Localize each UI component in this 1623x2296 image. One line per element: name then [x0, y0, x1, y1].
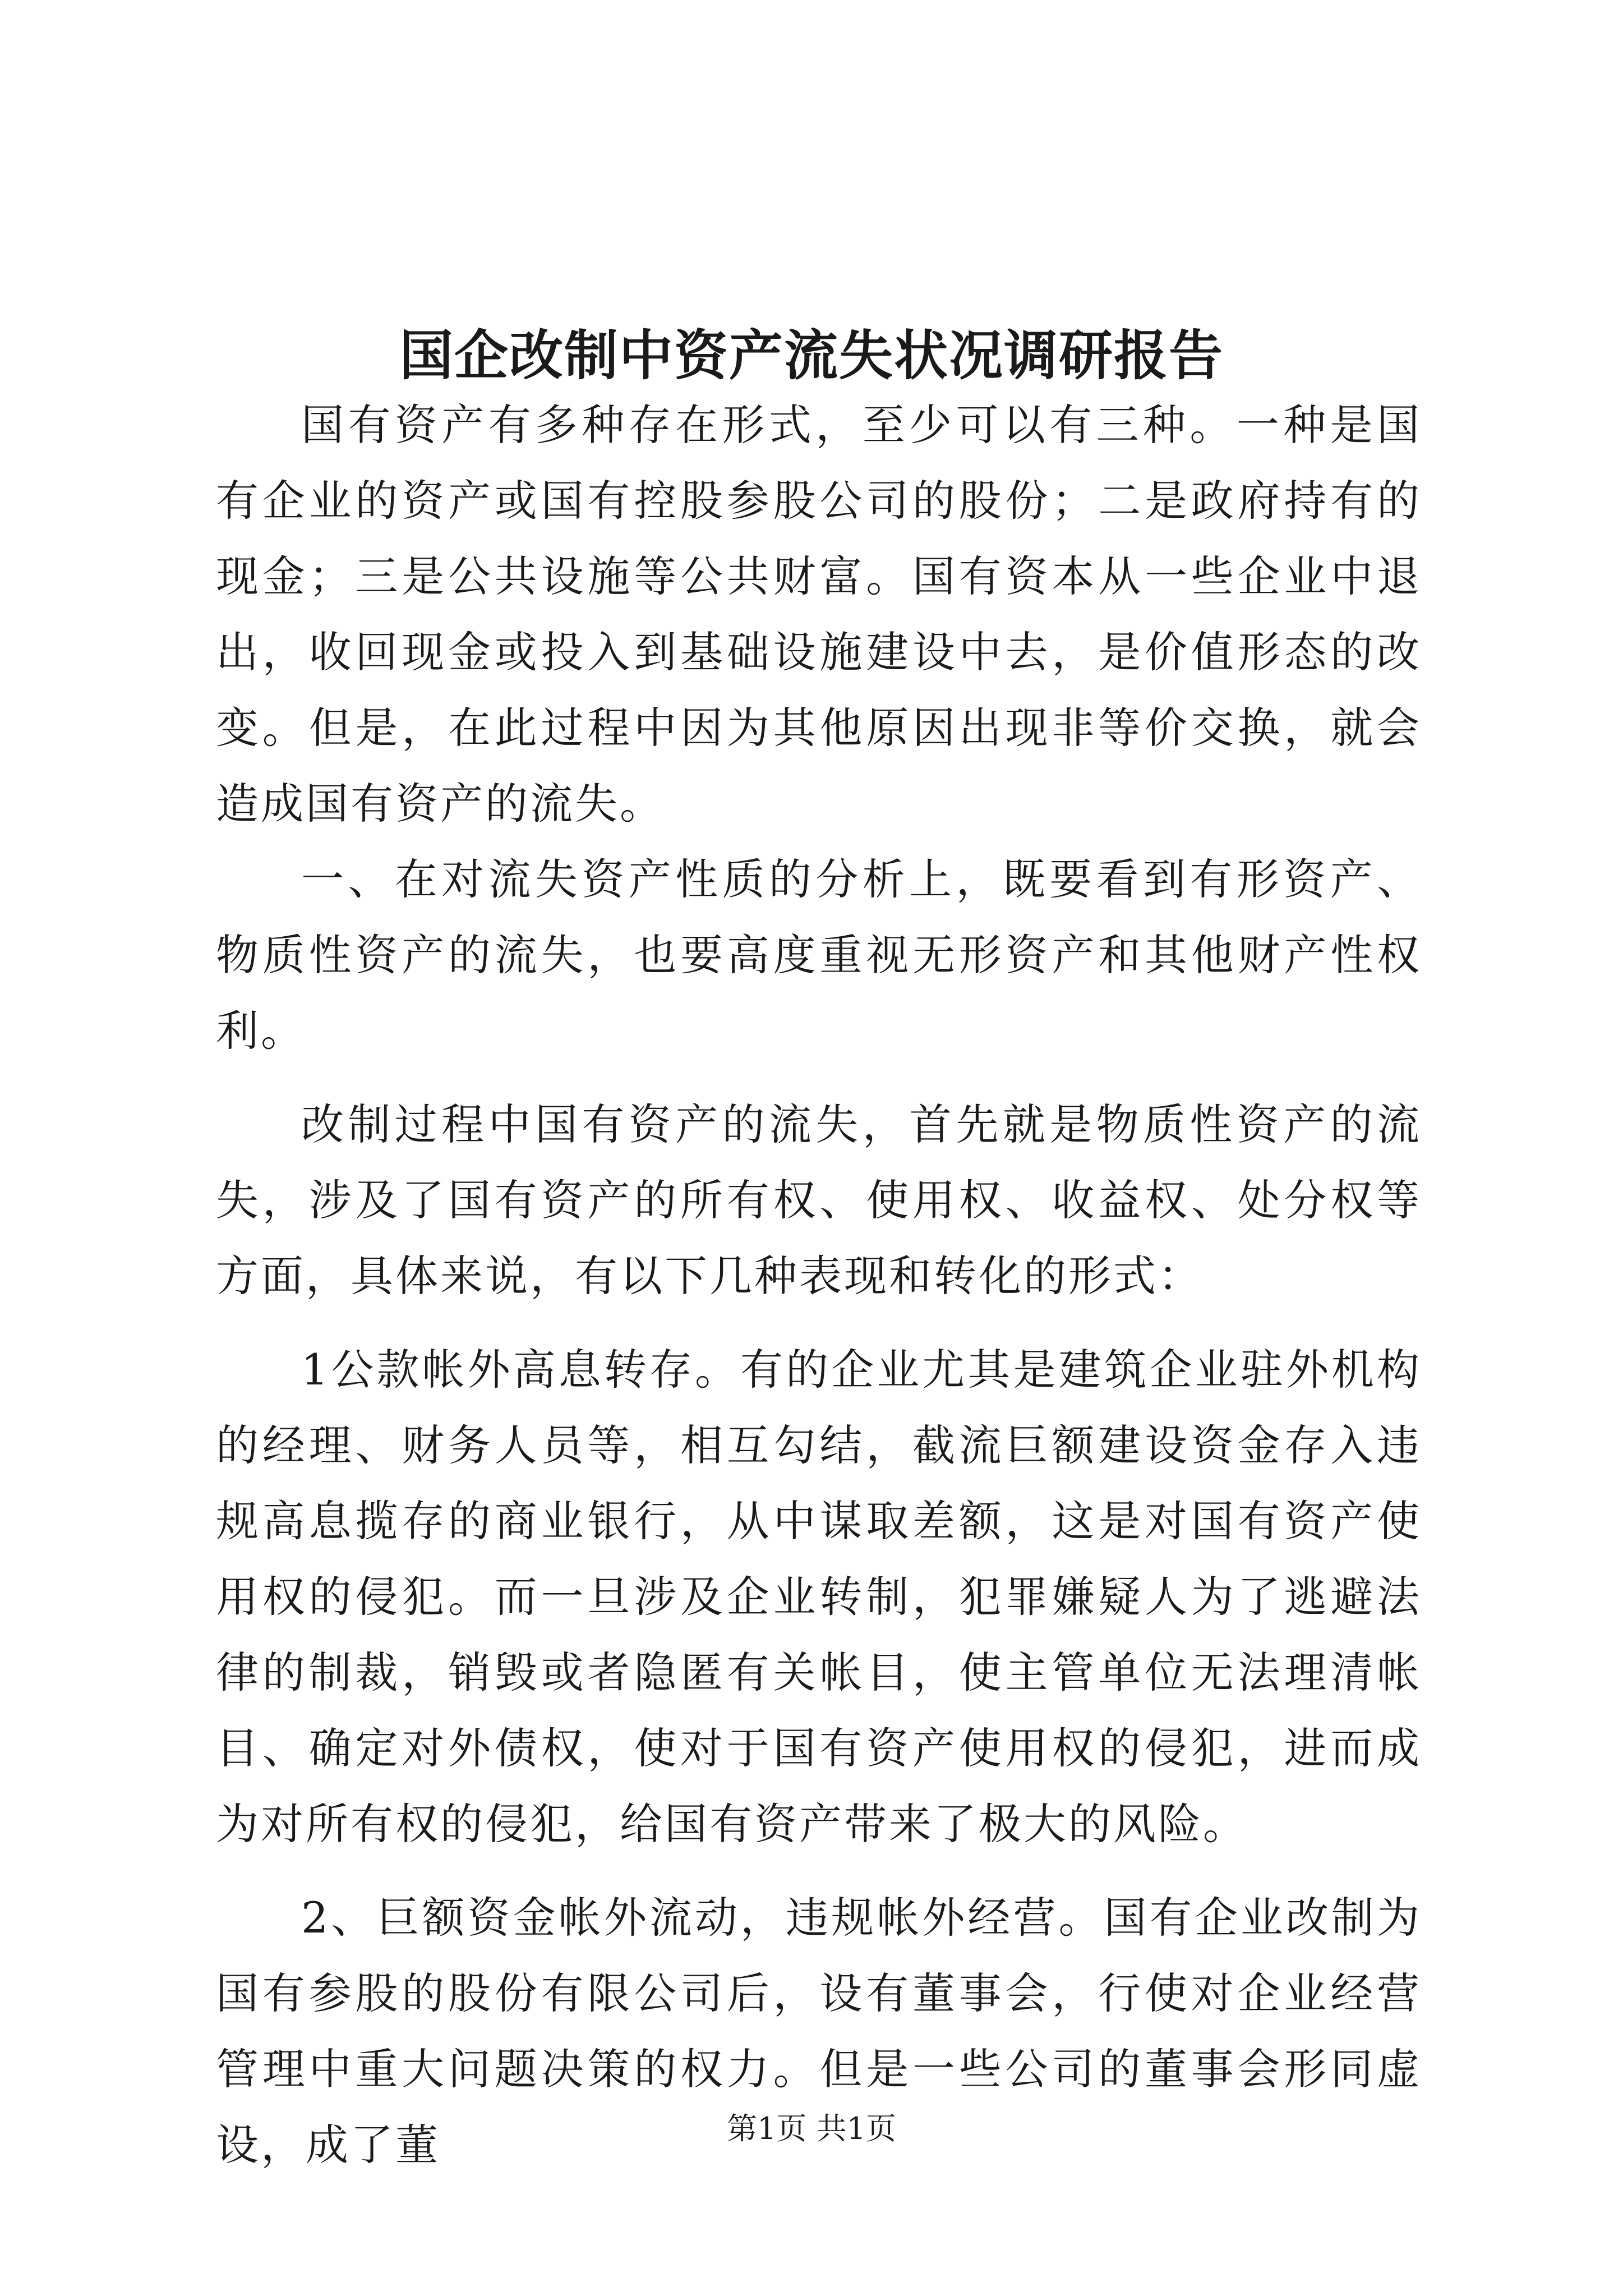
paragraph-material-assets: 改制过程中国有资产的流失，首先就是物质性资产的流失，涉及了国有资产的所有权、使用权、收益权、处分权等方面，具体来说，有以下几种表现和转化的形式： [216, 1099, 1422, 1301]
document-title: 国企改制中资产流失状况调研报告 [399, 324, 1224, 388]
paragraph-item-one: 1公款帐外高息转存。有的企业尤其是建筑企业驻外机构的经理、财务人员等，相互勾结，截流巨额建设资金存入违规高息揽存的商业银行，从中谋取差额，这是对国有资产使用权的侵犯。而一旦涉及企业转制，犯罪嫌疑人为了逃避法律的制裁，销毁或者隐匿有关帐目，使主管单位无法理清帐目、确定对外债权，使对于国有资产使用权的侵犯，进而成为对所有权的侵犯，给国有资产带来了极大的风险。 [216, 1345, 1422, 1849]
paragraph-section-one: 一、在对流失资产性质的分析上，既要看到有形资产、物质性资产的流失，也要高度重视无形资产和其他财产性权利。 [216, 854, 1422, 1056]
page-number: 第1页 共1页 [727, 2111, 896, 2146]
paragraph-intro: 国有资产有多种存在形式，至少可以有三种。一种是国有企业的资产或国有控股参股公司的股份；二是政府持有的现金；三是公共设施等公共财富。国有资本从一些企业中退出，收回现金或投入到基础设施建设中去，是价值形态的改变。但是，在此过程中因为其他原因出现非等价交换，就会造成国有资产的流失。 [216, 400, 1422, 829]
page-footer [0, 2109, 1623, 2148]
paragraph-item-two: 2、巨额资金帐外流动，违规帐外经营。国有企业改制为国有参股的股份有限公司后，设有董事会，行使对企业经营管理中重大问题决策的权力。但是一些公司的董事会形同虚设，成了董 [216, 1893, 1422, 2170]
document-body [216, 387, 1422, 2183]
